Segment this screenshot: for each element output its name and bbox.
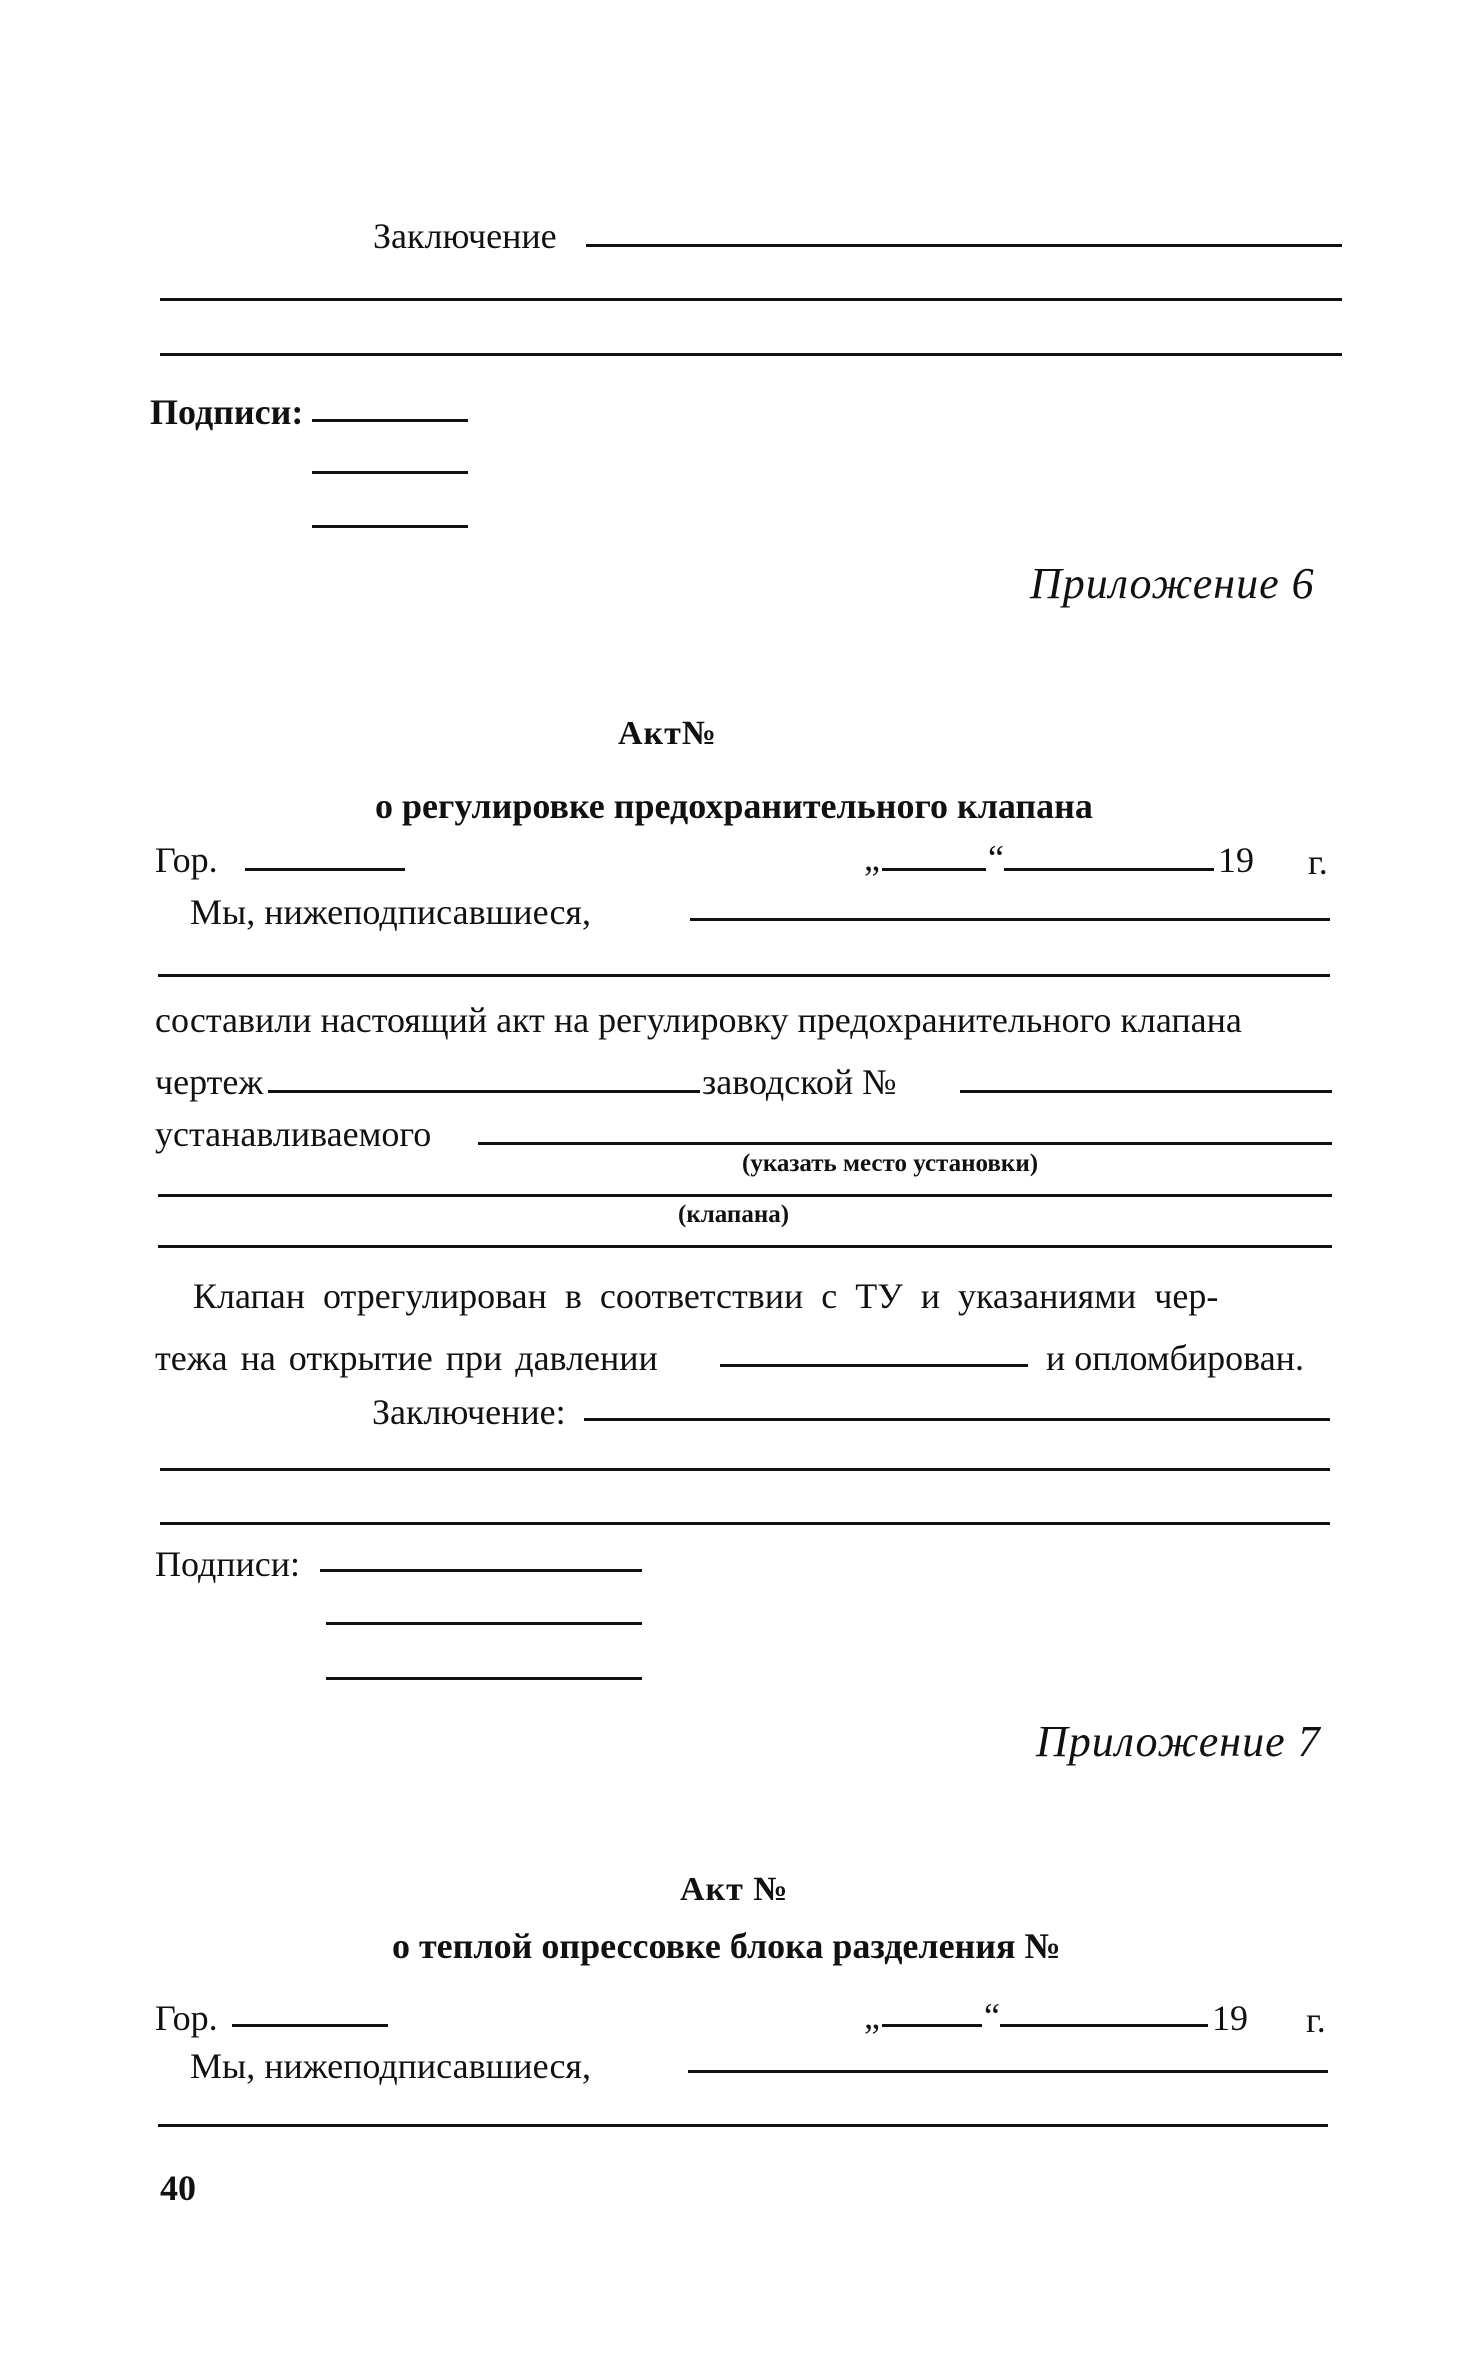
conclusion-label-top: Заключение [373,216,557,256]
month-fill-line [1000,2024,1208,2027]
participants-fill-line [158,974,1330,977]
pressure-fill-line [720,1364,1028,1367]
signature-line [326,1622,642,1625]
paragraph-line-2b: и опломбирован. [1046,1338,1304,1378]
we-undersigned: Мы, нижеподписавшиеся, [190,892,591,932]
day-fill-line [882,2024,982,2027]
act-title: Акт№ [618,715,718,752]
paragraph-line-2a: тежа на открытие при давлении [155,1338,658,1378]
factory-no-label: заводской № [702,1062,897,1102]
date-close-quote: “ [988,838,1004,878]
conclusion-fill-line [586,244,1342,247]
installed-hint: (указать место установки) [742,1150,1039,1177]
installed-fill-line [158,1194,1332,1197]
participants-fill-line [688,2070,1328,2073]
year-prefix-7: 19 [1212,1998,1248,2038]
city-fill-line [245,868,405,871]
conclusion-fill-line [160,298,1342,301]
factory-no-fill-line [960,1090,1332,1093]
paragraph-line-1: Клапан отрегулирован в соответствии с ТУ и указаниями чер- [193,1276,1219,1316]
conclusion-fill-line [160,353,1342,356]
year-suffix-7: г. [1306,2000,1326,2040]
date-open-quote-7: „ [864,1996,880,2036]
city-label-7: Гор. [155,1998,218,2038]
conclusion-fill-line [160,1522,1330,1525]
installed-label: устанавливаемого [155,1114,432,1154]
signatures-label: Подписи: [155,1544,301,1584]
city-fill-line [232,2024,388,2027]
signature-line [312,419,468,422]
date-close-quote-7: “ [984,1996,1000,2036]
appendix-7-label: Приложение 7 [1036,1717,1321,1766]
signature-line [320,1569,642,1572]
conclusion-label: Заключение: [372,1392,566,1432]
city-label: Гор. [155,840,218,880]
installed-fill-line [478,1142,1332,1145]
we-undersigned-7: Мы, нижеподписавшиеся, [190,2046,591,2086]
day-fill-line [882,868,986,871]
year-prefix: 19 [1218,840,1254,880]
date-open-quote: „ [864,838,880,878]
act-title-7: Акт № [680,1871,789,1908]
valve-hint: (клапана) [678,1201,790,1228]
drawing-label: чертеж [155,1062,264,1102]
month-fill-line [1004,868,1214,871]
participants-fill-line [690,918,1330,921]
signatures-label-top: Подписи: [150,392,304,432]
act-subtitle: о регулировке предохранительного клапана [375,786,1093,826]
composed-text: составили настоящий акт на регулировку предохранительного клапана [155,1000,1242,1040]
conclusion-fill-line [584,1418,1330,1421]
page-number: 40 [160,2168,196,2208]
signature-line [312,471,468,474]
valve-fill-line [158,1245,1332,1248]
participants-fill-line [158,2124,1328,2127]
signature-line [312,525,468,528]
conclusion-fill-line [160,1468,1330,1471]
appendix-6-label: Приложение 6 [1030,559,1315,608]
drawing-fill-line [268,1090,700,1093]
year-suffix: г. [1308,842,1328,882]
act-subtitle-7: о теплой опрессовке блока разделения № [392,1926,1061,1966]
signature-line [326,1677,642,1680]
